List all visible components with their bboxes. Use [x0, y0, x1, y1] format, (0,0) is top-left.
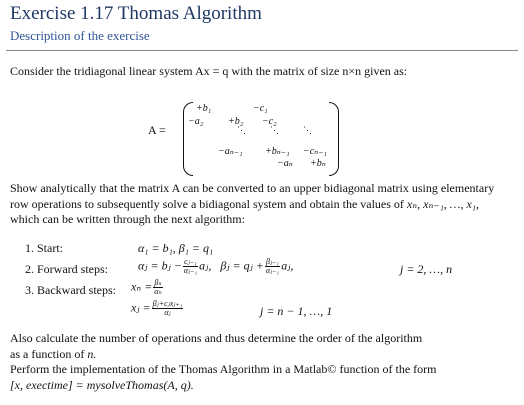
matrix-right-paren — [329, 102, 339, 176]
backward-xj-num: βⱼ+cⱼxⱼ₊₁ — [152, 299, 183, 308]
backward-xn-frac — [153, 279, 162, 296]
backward-xj-frac — [152, 300, 184, 317]
matrix-cell-an1: −aₙ₋₁ — [218, 146, 243, 157]
forward-alpha-den: αⱼ₋₁ — [183, 266, 198, 275]
forward-alpha-frac — [183, 258, 198, 275]
show-paragraph — [10, 181, 494, 228]
forward-alpha-post: aⱼ, — [199, 258, 212, 273]
perform-line-1: Perform the implementation of the Thomas Algorithm in a Matlab© function of the form — [10, 362, 437, 376]
algo-forward-range: j = 2, …, n — [400, 262, 453, 276]
also-line-2 — [10, 347, 422, 363]
forward-beta-frac — [265, 258, 280, 275]
intro-paragraph: Consider the tridiagonal linear system Ax = q with the matrix of size n×n given as: — [10, 64, 408, 78]
forward-beta-num: βⱼ₋₁ — [265, 257, 280, 266]
matrix-cell-a2: −a₂ — [188, 116, 204, 127]
backward-xn-den: αₙ — [154, 287, 162, 296]
forward-alpha-pre: αⱼ = bⱼ − — [138, 258, 182, 273]
matrix-left-paren — [183, 102, 193, 176]
forward-beta-den: αⱼ₋₁ — [265, 266, 280, 275]
page-title: Exercise 1.17 Thomas Algorithm — [10, 3, 262, 24]
algo-start-eq: α₁ = b₁, β₁ = q₁ — [138, 241, 214, 255]
backward-xj-den: αⱼ — [164, 308, 171, 317]
matrix-diag-dots: ⋱ — [270, 125, 279, 135]
also-line-2-text: as a function of — [10, 346, 85, 361]
perform-paragraph — [10, 362, 436, 393]
also-paragraph — [10, 331, 422, 362]
header-divider — [6, 50, 518, 51]
algo-step-backward: 3. Backward steps: — [25, 283, 116, 297]
matrix-cell-cn1: −cₙ₋₁ — [303, 146, 327, 157]
perform-line-2: [x, exectime] = mysolveThomas(A, q). — [10, 377, 194, 392]
algo-backward-range: j = n − 1, …, 1 — [260, 304, 333, 318]
forward-beta-post: aⱼ, — [281, 258, 294, 273]
show-line-1: Show analytically that the matrix A can be converted to an upper bidiagonal matrix using elementary — [10, 181, 495, 195]
backward-xn-pre: xₙ = — [131, 279, 153, 294]
backward-xj-pre: xⱼ = — [131, 300, 151, 315]
show-line-3: which can be written through the next algorithm: — [10, 212, 245, 226]
algo-step-start: 1. Start: — [25, 241, 63, 255]
matrix-cell-c2: −c₂ — [262, 116, 277, 127]
forward-alpha-num: cⱼ₋₁ — [184, 257, 197, 266]
matrix-cell-an: −aₙ — [277, 158, 293, 169]
matrix-cell-bn1: +bₙ₋₁ — [265, 146, 290, 157]
backward-xn-num: βₙ — [154, 278, 162, 287]
matrix-diag-dots: ⋱ — [303, 125, 312, 135]
matrix-diag-dots: ⋱ — [237, 125, 246, 135]
matrix-cell-b1: +b₁ — [196, 103, 212, 114]
forward-beta-pre: βⱼ = qⱼ + — [220, 258, 264, 273]
algo-step-forward: 2. Forward steps: — [25, 262, 108, 276]
also-line-1: Also calculate the number of operations and thus determine the order of the algorithm — [10, 331, 423, 345]
matrix-cell-b2: +b₂ — [228, 116, 244, 127]
algo-forward-eq — [138, 258, 293, 275]
show-line-2-math: xₙ, xₙ₋₁, …, x₁, — [406, 196, 479, 211]
show-line-2-text: row operations to subsequently solve a bidiagonal system and obtain the values of — [10, 196, 404, 211]
matrix-label: A = — [148, 123, 166, 137]
matrix-cell-c1: −c₁ — [253, 103, 268, 114]
also-line-2-math: n. — [87, 346, 97, 361]
matrix-cell-bn: +bₙ — [310, 158, 326, 169]
show-line-2 — [10, 197, 494, 213]
algo-backward-xj — [131, 300, 184, 317]
page-subtitle: Description of the exercise — [10, 28, 150, 43]
algo-backward-xn — [131, 279, 164, 296]
